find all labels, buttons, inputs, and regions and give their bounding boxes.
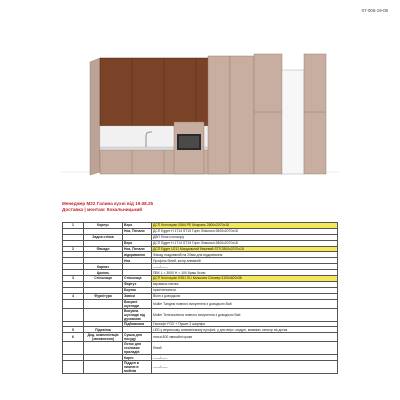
- row-number: 5: [63, 327, 84, 333]
- row-section: Підсвітка: [84, 327, 123, 333]
- row-value: прісеченоничи: [152, 287, 338, 293]
- spec-row: [63, 308, 338, 321]
- row-subsection: Висувна шухляда під духовкою: [123, 308, 152, 321]
- row-value: ПВХ L = 3000 Н = 100 браш 5сіли: [152, 270, 338, 276]
- row-section: [84, 299, 123, 308]
- row-value: ДСП Egger H 1714 ST19 Горіх Лінкольн 2800х2070х18: [152, 228, 338, 234]
- spec-row: [63, 361, 338, 374]
- row-number: 2: [63, 246, 84, 252]
- row-value: ——/——: [152, 264, 338, 270]
- row-number: 3: [63, 276, 84, 282]
- row-section: [84, 308, 123, 321]
- row-value: Профіль білий, колір алюміній: [152, 258, 338, 264]
- row-number: [63, 361, 84, 374]
- row-subsection: Сушка для посуду: [123, 333, 152, 342]
- row-value: Гаслифт FGV + Пушит 2 шарніри: [152, 321, 338, 327]
- spec-row: [63, 333, 338, 342]
- spec-row: [63, 342, 338, 355]
- row-section: [84, 361, 123, 374]
- row-subsection: Бортик: [123, 287, 152, 293]
- row-section: Цоколь: [84, 270, 123, 276]
- row-value: ——/——: [152, 361, 338, 374]
- row-number: [63, 308, 84, 321]
- row-section: Дод. комплектація (заповнення): [84, 333, 123, 342]
- row-value: ДСП Egger H 1714 ST19 Горіх Лінкольн 2800х2070х18: [152, 240, 338, 246]
- kitchen-render-image: [60, 22, 340, 190]
- row-value: Blum з доводжою: [152, 293, 338, 299]
- row-subsection: Підйомники: [123, 321, 152, 327]
- row-number: 6: [63, 333, 84, 342]
- row-value: Фасад поздовжній на 20мм для відкривання: [152, 252, 338, 258]
- row-subsection: Низ, Пенали: [123, 228, 152, 234]
- row-number: [63, 342, 84, 355]
- row-subsection: Низ, Пенали: [123, 246, 152, 252]
- row-section: Стільниця: [84, 276, 123, 282]
- row-subsection: Стільниця: [123, 276, 152, 282]
- row-subsection: відкривання: [123, 252, 152, 258]
- spec-table: [62, 222, 338, 374]
- row-number: 4: [63, 293, 84, 299]
- row-value: Muller Тандем повного висунення з доводчою Bait: [152, 299, 338, 308]
- row-value: кераміка плитка: [152, 281, 338, 287]
- spec-row: [63, 299, 338, 308]
- row-value: ДВП білого кольору: [152, 234, 338, 240]
- row-value: білий: [152, 342, 338, 355]
- row-subsection: Карго: [123, 355, 152, 361]
- row-subsection: Верх: [123, 223, 152, 229]
- row-subsection: Піддон в нижню в мийнім: [123, 361, 152, 374]
- row-subsection: Фартух: [123, 281, 152, 287]
- row-value: глиса 800 звичайні кроки: [152, 333, 338, 342]
- row-value: Muller Телескопічна повного висунення з доводчою Bait: [152, 308, 338, 321]
- row-subsection: Завіси: [123, 293, 152, 299]
- row-subsection: Верх: [123, 240, 152, 246]
- row-value: ДСП Egger U211 Мигдальний бежевий ST9 2800х2070х18: [152, 246, 338, 252]
- row-section: Задня стінка: [84, 234, 123, 240]
- row-section: Корпус: [84, 223, 123, 229]
- order-header: [62, 201, 362, 213]
- manager-line: Менеджер М22 Галина кухні від 19.08.25: [62, 201, 154, 206]
- row-subsection: Висувні шухляди: [123, 299, 152, 308]
- row-subsection: Низ: [123, 258, 152, 264]
- row-section: Фурнітура: [84, 293, 123, 299]
- row-number: 1: [63, 223, 84, 229]
- document-id: 07-006-19-08: [361, 8, 388, 13]
- row-section: [84, 342, 123, 355]
- row-section: Фасади: [84, 246, 123, 252]
- row-value: ——/——: [152, 355, 338, 361]
- row-value: ДСП Кronospan 0564 PE Мокрань 2800х2070х18: [152, 223, 338, 229]
- delivery-line: Доставка | монтаж: Кокальницький: [62, 207, 143, 212]
- row-subsection: Лоток для столових приладів: [123, 342, 152, 355]
- row-section: Карниз: [84, 264, 123, 270]
- row-value: ДСП Кronospan K551 SU Кальката Сільвер 4100х600х38: [152, 276, 338, 282]
- row-value: LED у верхньому алюмінієвому профілі, у дно верх. модулі, вимикач сенсор на дотик: [152, 327, 338, 333]
- row-number: [63, 299, 84, 308]
